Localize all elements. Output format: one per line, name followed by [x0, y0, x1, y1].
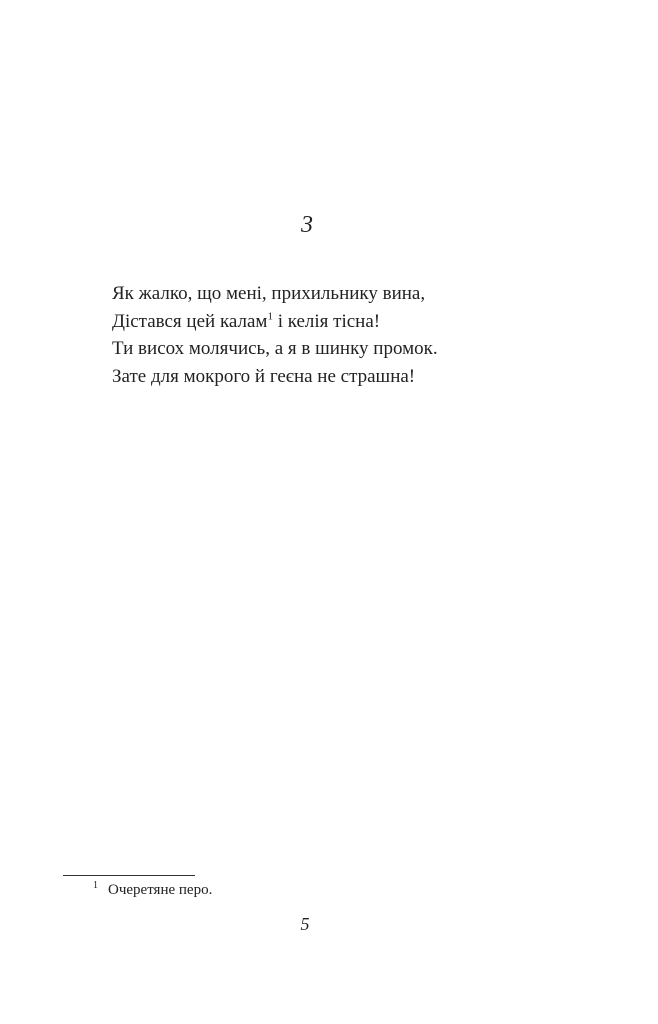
- verse-line-2: [112, 308, 592, 336]
- verse-line-1: Як жалко, що мені, прихильнику вина,: [112, 283, 426, 304]
- footnote-marker: 1: [93, 880, 98, 891]
- verse-line-2-end: і келія тісна!: [272, 310, 381, 332]
- page-number: 5: [300, 914, 310, 934]
- poem-number: 3: [301, 212, 313, 238]
- verse-line-2-start: Дістався цей калам: [112, 310, 268, 332]
- footnote-reference[interactable]: 1: [267, 310, 273, 323]
- verse-line-4: Зате для мокрого й геєна не страшна!: [112, 365, 416, 387]
- footnote-divider: [63, 875, 195, 876]
- footnote: [93, 882, 212, 899]
- poem-stanza: [112, 280, 592, 390]
- verse-line-3: Ти висох молячись, а я в шинку промок.: [112, 338, 438, 359]
- footnote-text: Очеретяне перо.: [108, 882, 213, 898]
